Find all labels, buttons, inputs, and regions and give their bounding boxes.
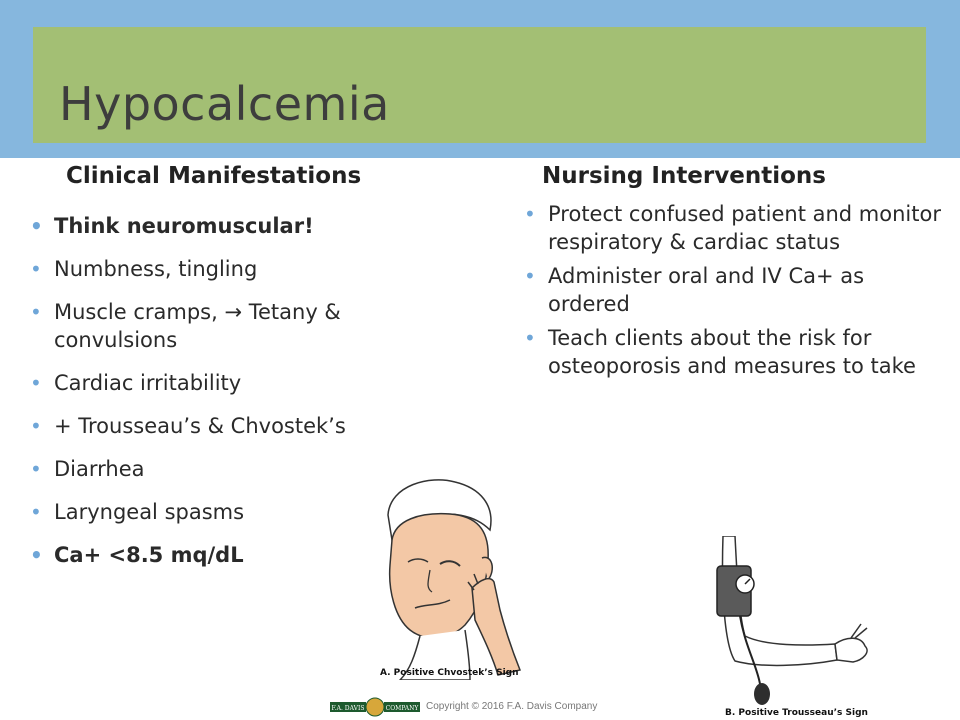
trousseau-sign-illustration bbox=[705, 536, 885, 706]
copyright-text: Copyright © 2016 F.A. Davis Company bbox=[426, 701, 598, 712]
list-item: • Laryngeal spasms bbox=[30, 498, 420, 526]
list-item: • Numbness, tingling bbox=[30, 255, 420, 283]
fa-davis-logo bbox=[330, 697, 420, 717]
list-item: • Ca+ <8.5 mq/dL bbox=[30, 541, 420, 569]
nursing-interventions-heading: Nursing Interventions bbox=[542, 163, 826, 189]
trousseau-caption: B. Positive Trousseau’s Sign bbox=[725, 708, 868, 718]
clinical-manifestations-list bbox=[30, 212, 420, 584]
list-item: • Diarrhea bbox=[30, 455, 420, 483]
clinical-manifestations-heading: Clinical Manifestations bbox=[66, 163, 362, 189]
slide-title: Hypocalcemia bbox=[59, 77, 390, 131]
list-item: • + Trousseau’s & Chvostek’s bbox=[30, 412, 420, 440]
list-item: • Teach clients about the risk for osteoporosis and measures to take bbox=[524, 324, 950, 380]
title-box bbox=[33, 27, 926, 143]
logo-left-text: F.A. DAVIS bbox=[331, 705, 365, 712]
list-item: • Think neuromuscular! bbox=[30, 212, 420, 240]
chvostek-sign-illustration bbox=[370, 470, 530, 680]
chvostek-caption: A. Positive Chvostek’s Sign bbox=[380, 668, 519, 678]
nursing-interventions-list bbox=[524, 200, 950, 386]
list-item: • Administer oral and IV Ca+ as ordered bbox=[524, 262, 950, 318]
list-item: • Muscle cramps, → Tetany & convulsions bbox=[30, 298, 420, 354]
list-item: • Cardiac irritability bbox=[30, 369, 420, 397]
list-item: • Protect confused patient and monitor respiratory & cardiac status bbox=[524, 200, 950, 256]
logo-right-text: COMPANY bbox=[385, 705, 419, 712]
